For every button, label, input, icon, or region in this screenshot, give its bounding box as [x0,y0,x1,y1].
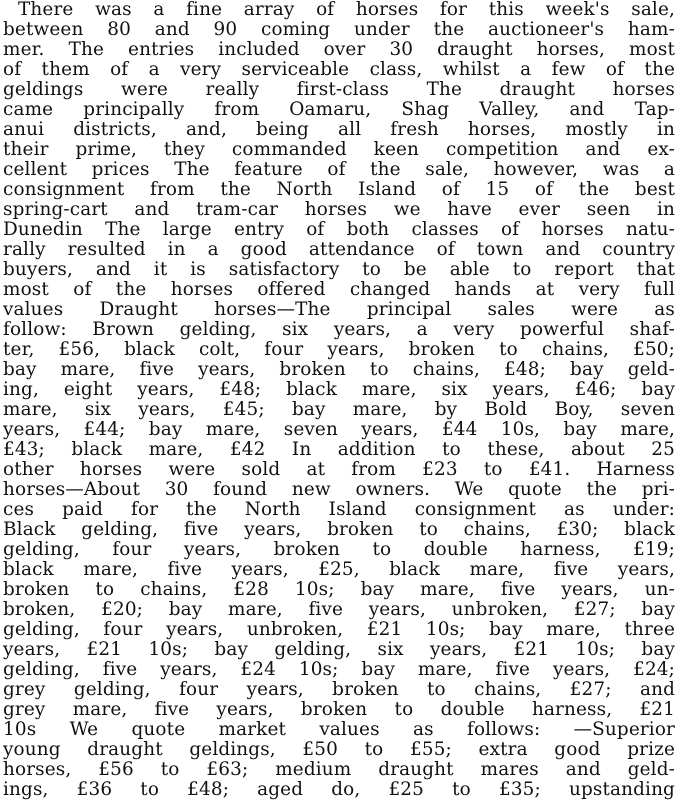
text-line-28: gelding, four years, broken to double harness, £19; [3,539,675,560]
text-line-7: anui districts, and, being all fresh horses, mostly in [3,119,675,140]
text-line-33: years, £21 10s; bay gelding, six years, £21 10s; bay [3,639,675,660]
text-line-25: horses—About 30 found new owners. We quote the pri- [3,479,675,500]
text-line-2: between 80 and 90 coming under the auctioneer's ham- [3,19,675,40]
text-line-15: most of the horses offered changed hands at very full [3,279,675,300]
text-line-24: other horses were sold at from £23 to £41. Harness [3,459,675,480]
text-line-32: gelding, four years, unbroken, £21 10s; bay mare, three [3,619,675,640]
text-line-13: rally resulted in a good attendance of town and country [3,239,675,260]
text-line-23: £43; black mare, £42 In addition to these, about 25 [3,439,675,460]
text-line-3: mer. The entries included over 30 draught horses, most [3,39,675,60]
text-line-31: broken, £20; bay mare, five years, unbroken, £27; bay [3,599,675,620]
text-line-5: geldings were really first-class The draught horses [3,79,675,100]
text-line-40: ings, £36 to £48; aged do, £25 to £35; upstanding [3,779,675,800]
text-line-11: spring-cart and tram-car horses we have ever seen in [3,199,675,220]
text-line-10: consignment from the North Island of 15 of the best [3,179,675,200]
text-line-9: cellent prices The feature of the sale, however, was a [3,159,675,180]
text-line-36: grey mare, five years, broken to double harness, £21 [3,699,675,720]
text-line-27: Black gelding, five years, broken to chains, £30; black [3,519,675,540]
text-line-18: ter, £56, black colt, four years, broken to chains, £50; [3,339,675,360]
text-line-14: buyers, and it is satisfactory to be able to report that [3,259,675,280]
text-line-6: came principally from Oamaru, Shag Valley, and Tap- [3,99,675,120]
text-line-30: broken to chains, £28 10s; bay mare, five years, un- [3,579,675,600]
text-line-26: ces paid for the North Island consignment as under: [3,499,675,520]
text-line-16: values Draught horses—The principal sales were as [3,299,675,320]
text-line-21: mare, six years, £45; bay mare, by Bold Boy, seven [3,399,675,420]
text-line-29: black mare, five years, £25, black mare, five years, [3,559,675,580]
text-line-8: their prime, they commanded keen competition and ex- [3,139,675,160]
text-line-22: years, £44; bay mare, seven years, £44 10s, bay mare, [3,419,675,440]
text-line-37: 10s We quote market values as follows: —Superior [3,719,675,740]
text-line-34: gelding, five years, £24 10s; bay mare, five years, £24; [3,659,675,680]
text-line-17: follow: Brown gelding, six years, a very powerful shaf- [3,319,675,340]
text-line-4: of them of a very serviceable class, whilst a few of the [3,59,675,80]
text-line-12: Dunedin The large entry of both classes of horses natu- [3,219,675,240]
text-line-39: horses, £56 to £63; medium draught mares and geld- [3,759,675,780]
text-line-19: bay mare, five years, broken to chains, £48; bay geld- [3,359,675,380]
text-line-1: There was a fine array of horses for this week's sale, [18,0,675,20]
text-line-35: grey gelding, four years, broken to chains, £27; and [3,679,675,700]
text-line-38: young draught geldings, £50 to £55; extra good prize [3,739,675,760]
text-line-20: ing, eight years, £48; black mare, six years, £46; bay [3,379,675,400]
